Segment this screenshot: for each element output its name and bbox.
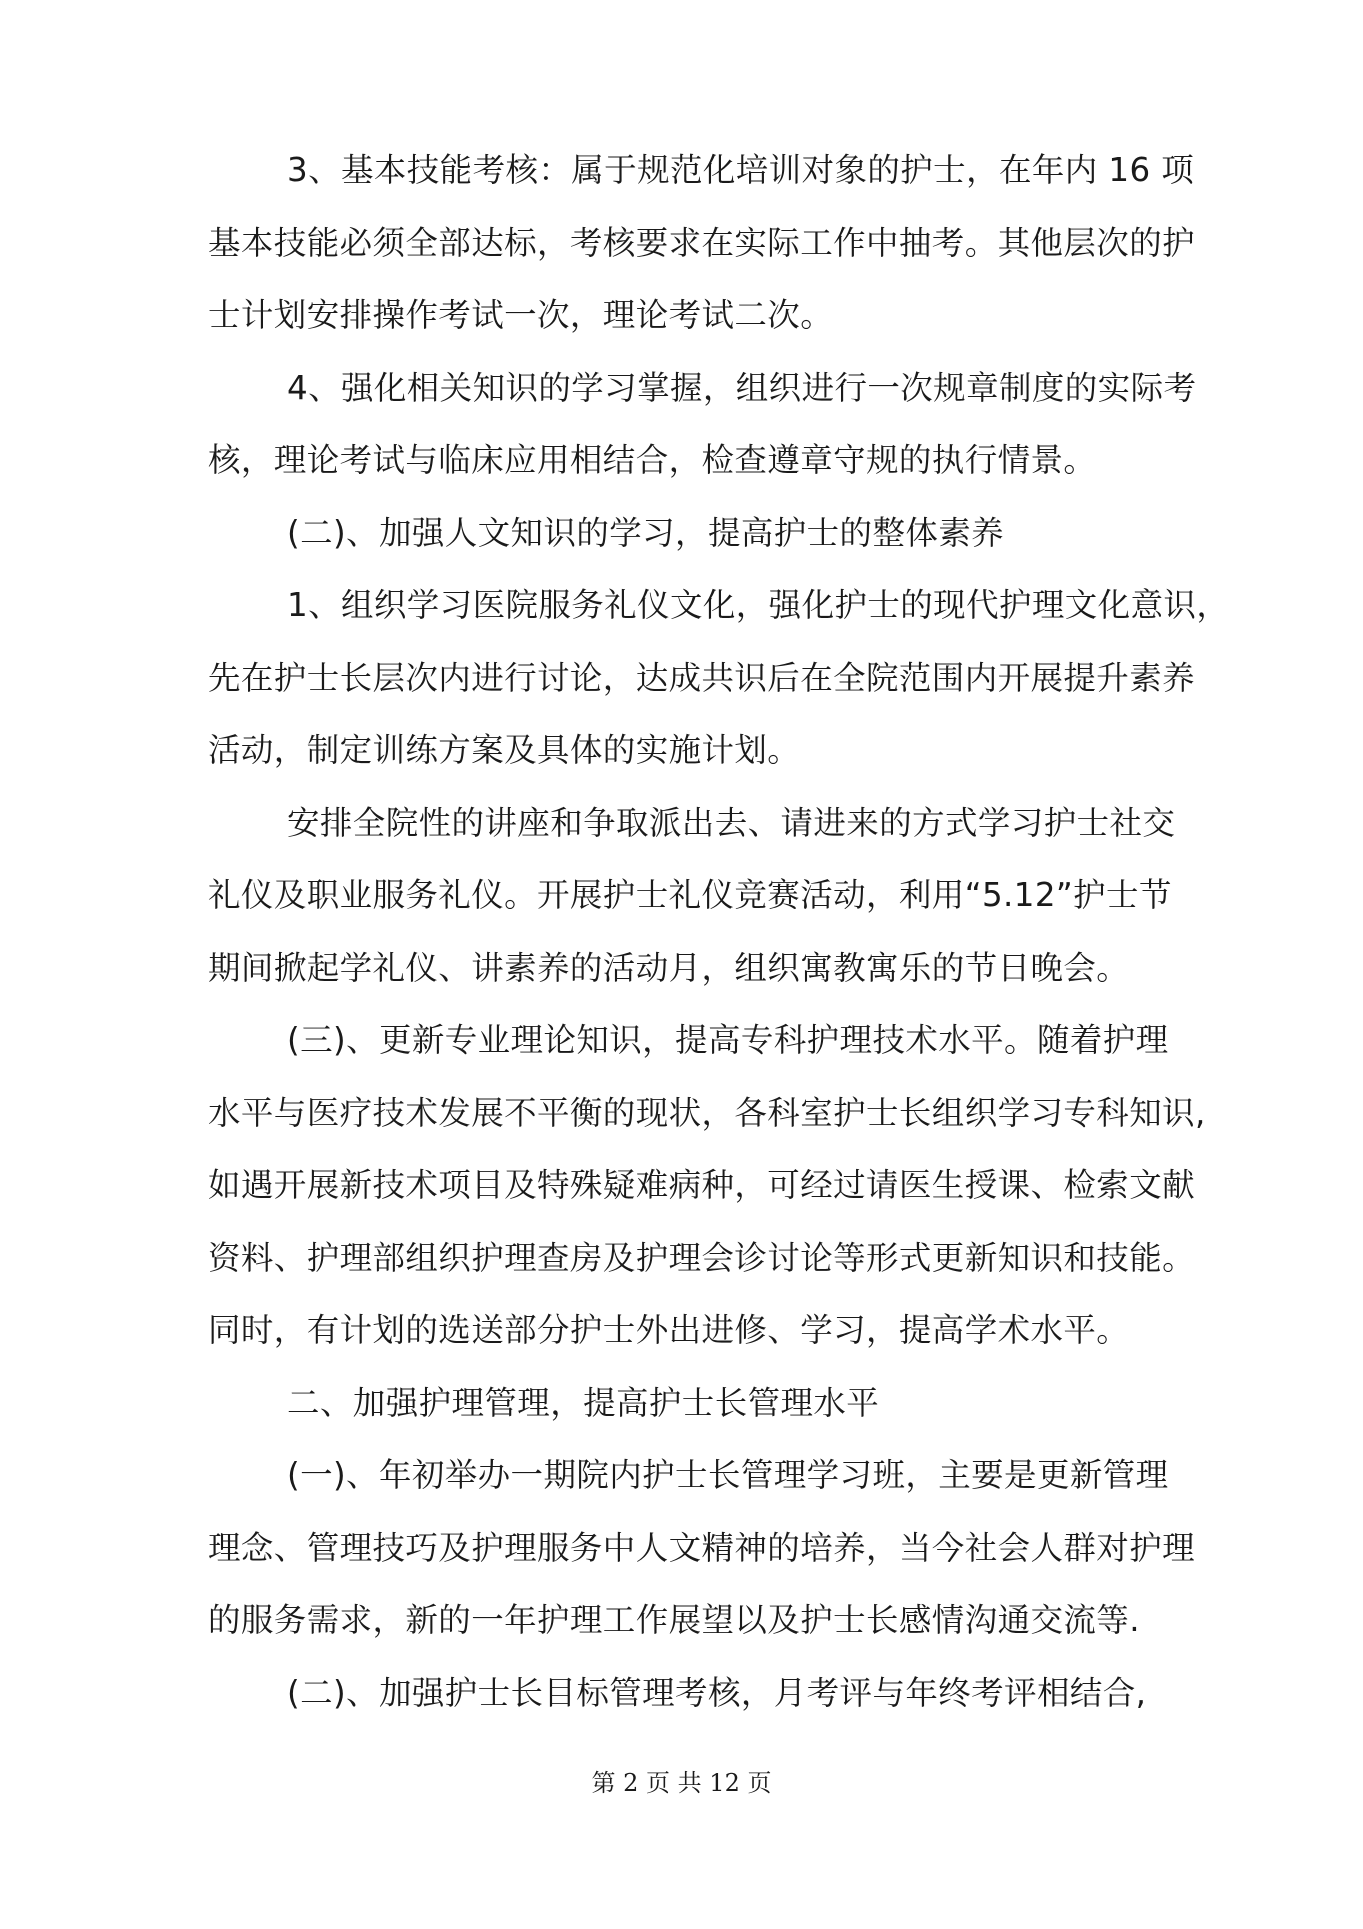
text-line: (三)、更新专业理论知识，提高专科护理技术水平。随着护理 — [287, 1021, 1169, 1059]
section-heading-humanities — [208, 497, 1170, 570]
text-line: 3、基本技能考核：属于规范化培训对象的护士，在年内 16 项 — [287, 151, 1195, 189]
text-line: 1、组织学习医院服务礼仪文化，强化护士的现代护理文化意识， — [287, 586, 1230, 624]
text-line: 水平与医疗技术发展不平衡的现状，各科室护士长组织学习专科知识, — [208, 1093, 1206, 1132]
text-line: 士计划安排操作考试一次，理论考试二次。 — [208, 296, 834, 334]
document-body — [208, 134, 1230, 1729]
text-line: 先在护士长层次内进行讨论，达成共识后在全院范围内开展提升素养 — [208, 658, 1196, 697]
text-line: (一)、年初举办一期院内护士长管理学习班，主要是更新管理 — [287, 1456, 1169, 1494]
text-line: 如遇开展新技术项目及特殊疑难病种，可经过请医生授课、检索文献 — [208, 1166, 1196, 1204]
paragraph-basic-skills — [208, 134, 1196, 352]
text-line: 基本技能必须全部达标，考核要求在实际工作中抽考。其他层次的护 — [208, 223, 1196, 262]
text-line: (二)、加强人文知识的学习，提高护士的整体素养 — [287, 513, 1005, 552]
text-line: (二)、加强护士长目标管理考核，月考评与年终考评相结合, — [287, 1673, 1147, 1712]
text-line: 礼仪及职业服务礼仪。开展护士礼仪竞赛活动，利用“5.12”护士节 — [208, 876, 1172, 914]
text-line: 二、加强护理管理，提高护士长管理水平 — [287, 1383, 880, 1422]
text-line: 安排全院性的讲座和争取派出去、请进来的方式学习护士社交 — [287, 803, 1176, 842]
page-number-footer: 第 2 页 共 12 页 — [591, 1769, 772, 1797]
text-line: 活动，制定训练方案及具体的实施计划。 — [208, 731, 801, 769]
paragraph-training-class — [208, 1439, 1196, 1657]
text-line: 同时，有计划的选送部分护士外出进修、学习，提高学术水平。 — [208, 1311, 1130, 1349]
text-line: 4、强化相关知识的学习掌握，组织进行一次规章制度的实际考 — [287, 368, 1197, 407]
paragraph-lectures — [208, 787, 1176, 1005]
section-heading-management — [208, 1367, 1170, 1440]
text-line: 资料、护理部组织护理查房及护理会诊讨论等形式更新知识和技能。 — [208, 1238, 1196, 1277]
text-line: 核，理论考试与临床应用相结合，检查遵章守规的执行情景。 — [208, 441, 1097, 479]
paragraph-assessment — [208, 1657, 1170, 1730]
paragraph-etiquette-culture — [208, 569, 1230, 787]
text-line: 期间掀起学礼仪、讲素养的活动月，组织寓教寓乐的节日晚会。 — [208, 948, 1130, 987]
text-line: 理念、管理技巧及护理服务中人文精神的培养，当今社会人群对护理 — [208, 1528, 1196, 1567]
paragraph-professional-knowledge — [208, 1004, 1206, 1367]
text-line: 的服务需求，新的一年护理工作展望以及护士长感情沟通交流等. — [208, 1601, 1140, 1639]
paragraph-regulations — [208, 352, 1197, 497]
